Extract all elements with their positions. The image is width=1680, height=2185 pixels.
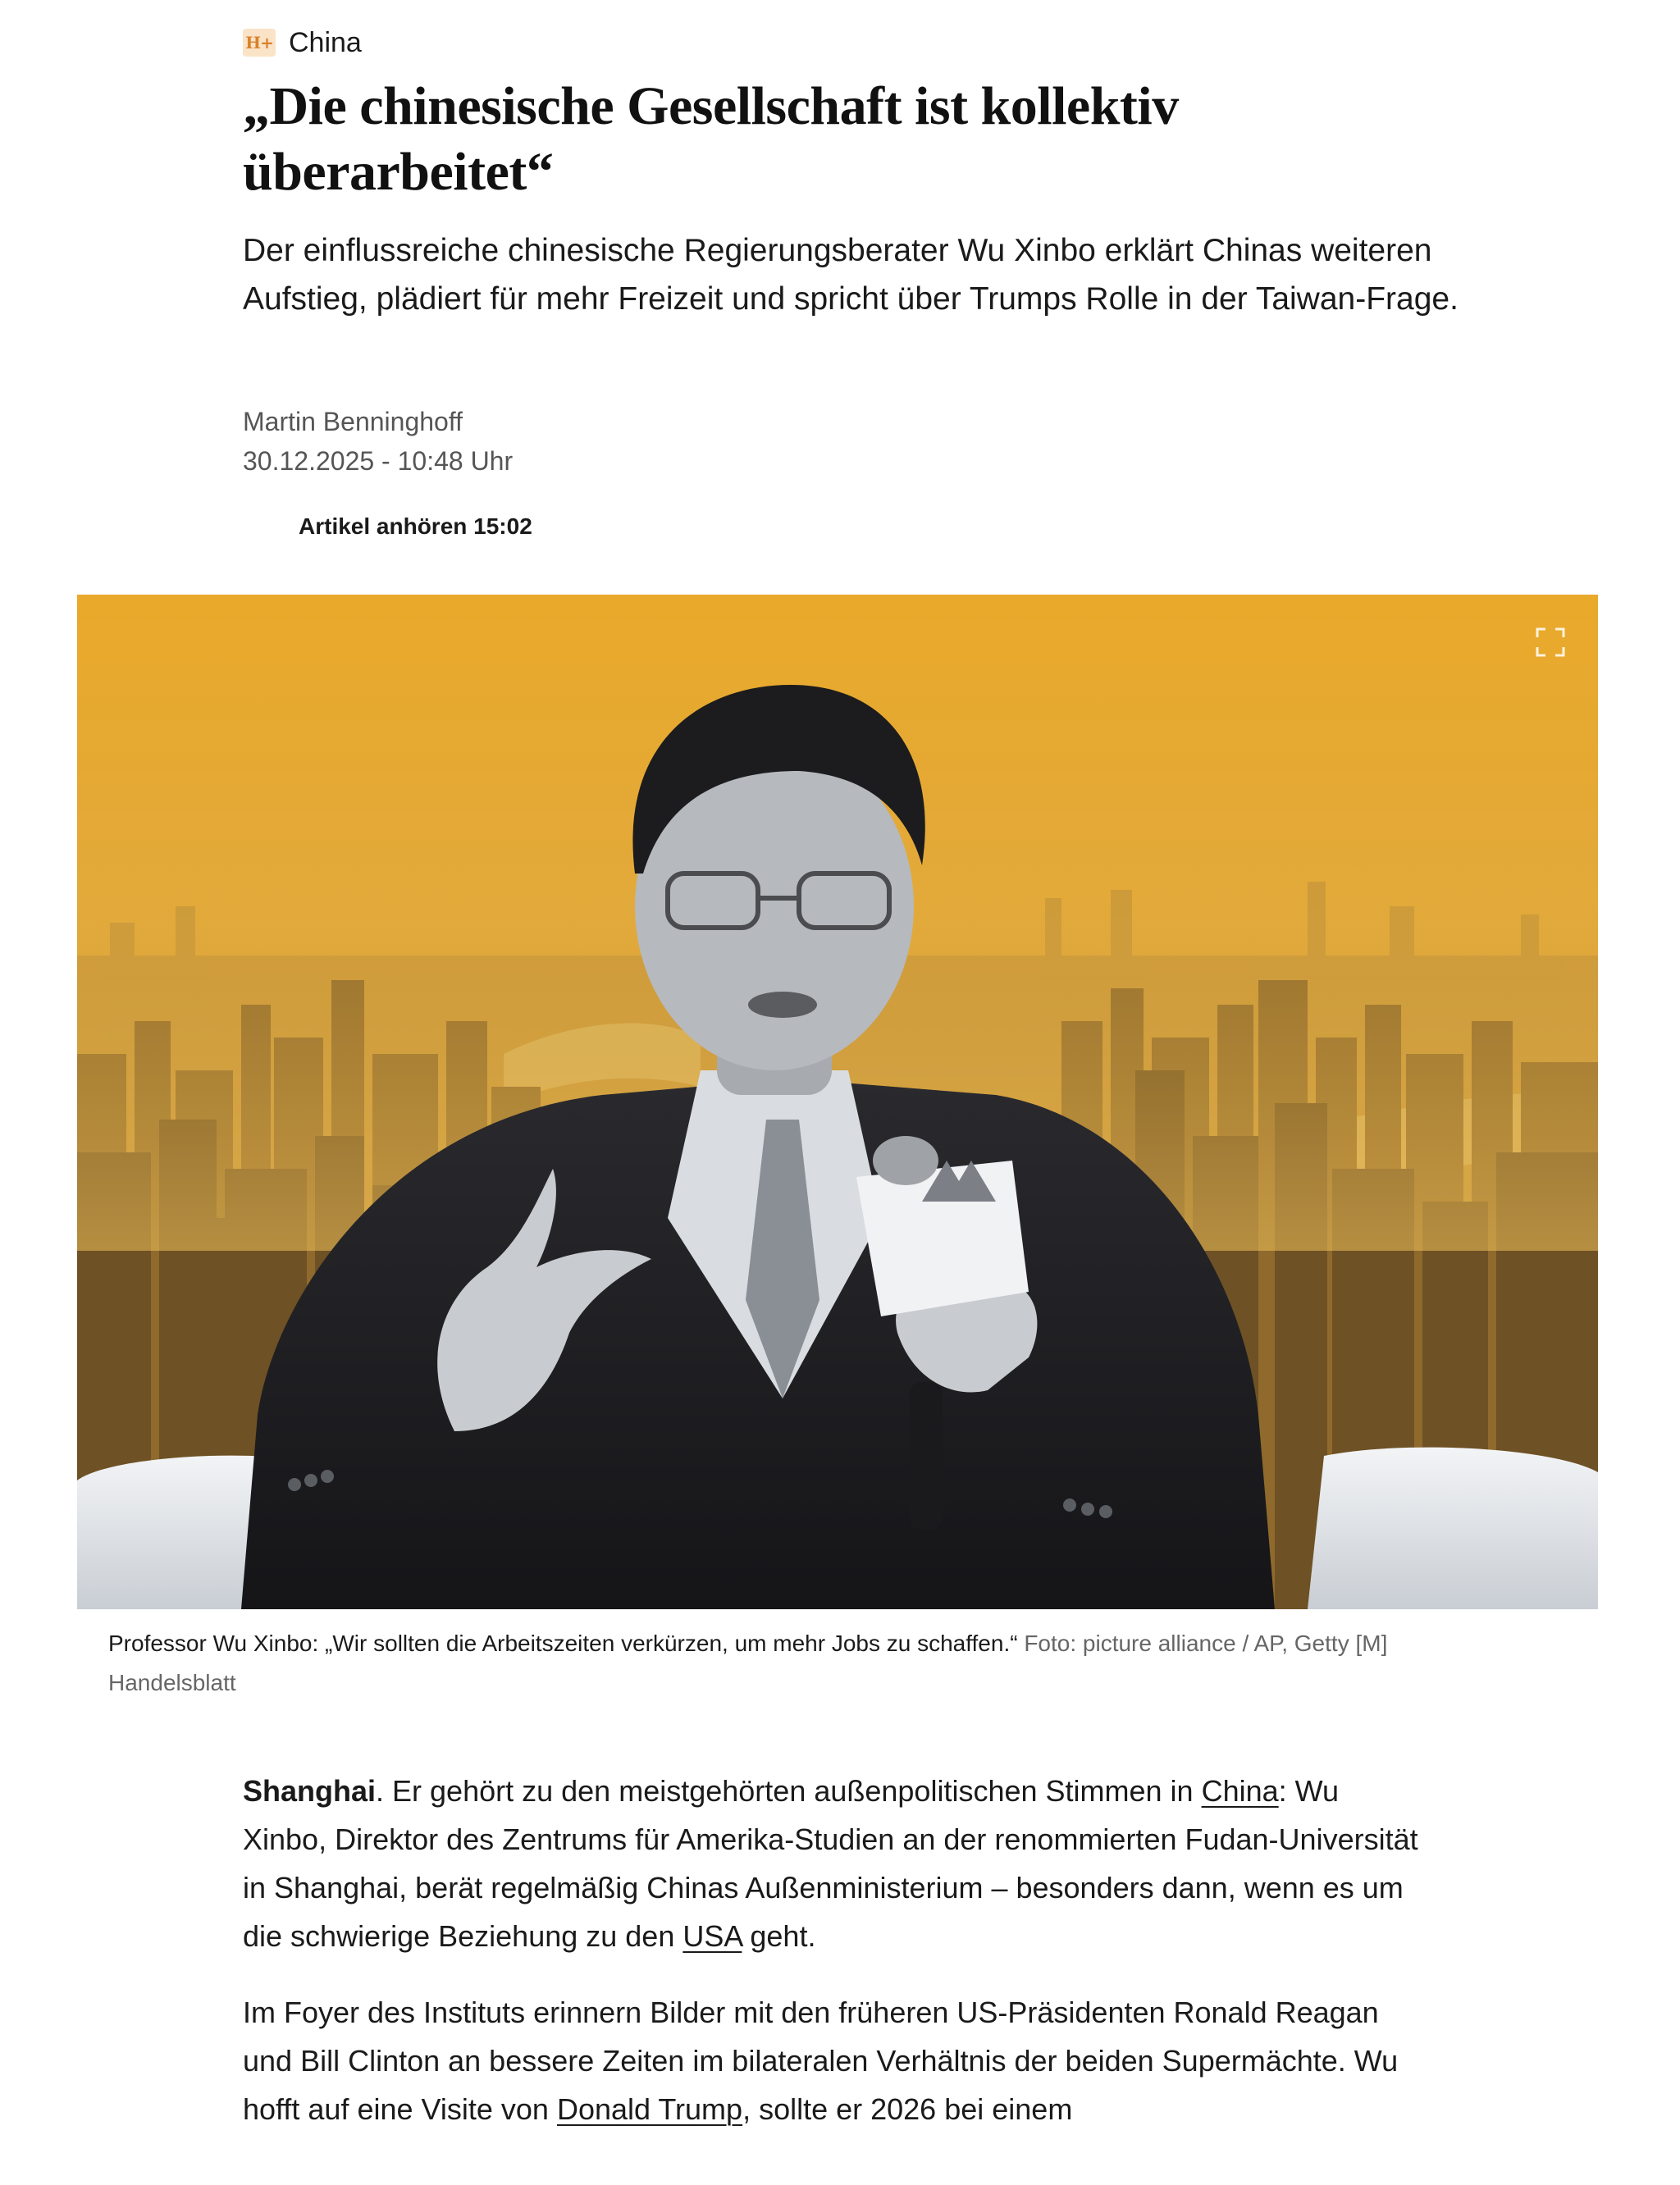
image-caption: [108, 1624, 1503, 1703]
article-body: [243, 1767, 1424, 2161]
caption-text: Professor Wu Xinbo: „Wir sollten die Arbeitszeiten verkürzen, um mehr Jobs zu schaffen.“: [108, 1631, 1018, 1656]
publish-date: 30.12.2025 - 10:48 Uhr: [243, 446, 514, 476]
author-name[interactable]: Martin Benninghoff: [243, 407, 463, 436]
link-usa[interactable]: USA: [682, 1919, 742, 1953]
kicker: [243, 25, 362, 61]
expand-icon[interactable]: [1534, 626, 1567, 659]
article-headline: „Die chinesische Gesellschaft ist kollektiv überarbeitet“: [243, 76, 1179, 202]
link-donald-trump[interactable]: Donald Trump: [556, 2092, 743, 2126]
body-paragraph: [243, 1988, 1424, 2133]
paragraph-text: : Wu Xinbo, Direktor des Zentrums für Amerika-Studien an der renommierten Fudan-Universität in Shanghai, berät regelmäßig Chinas Außenministerium – besonders dann, wenn es um die schwierige Beziehung zu den: [243, 1774, 1418, 1953]
article-lead: Der einflussreiche chinesische Regierungsberater Wu Xinbo erklärt Chinas weiteren Aufstieg, plädiert für mehr Freizeit und spricht über Trumps Rolle in der Taiwan-Frage.: [243, 233, 1459, 317]
listen-label: Artikel anhören 15:02: [299, 513, 532, 539]
hero-image: [77, 595, 1598, 1609]
handelsblatt-plus-logo: H+: [243, 29, 276, 57]
paragraph-text: Im Foyer des Instituts erinnern Bilder mit den früheren US-Präsidenten Ronald Reagan und Bill Clinton an bessere Zeiten im bilateralen Verhältnis der beiden Supermächte. Wu hofft auf eine Visite von: [243, 1996, 1399, 2126]
listen-article-button[interactable]: [299, 513, 532, 540]
paragraph-text: geht.: [742, 1919, 816, 1953]
photo-credit: Foto: picture alliance / AP, Getty [M] Handelsblatt: [108, 1631, 1388, 1695]
hero-illustration: [77, 595, 1598, 1609]
paragraph-text: . Er gehört zu den meistgehörten außenpolitischen Stimmen in: [376, 1774, 1202, 1808]
byline: [243, 402, 513, 481]
section-label[interactable]: China: [289, 26, 362, 58]
chair-right: [1308, 1448, 1598, 1609]
link-china[interactable]: China: [1201, 1774, 1279, 1808]
dateline: Shanghai: [243, 1774, 377, 1808]
paragraph-text: , sollte er 2026 bei einem: [742, 2092, 1073, 2126]
body-paragraph: [243, 1767, 1424, 1960]
